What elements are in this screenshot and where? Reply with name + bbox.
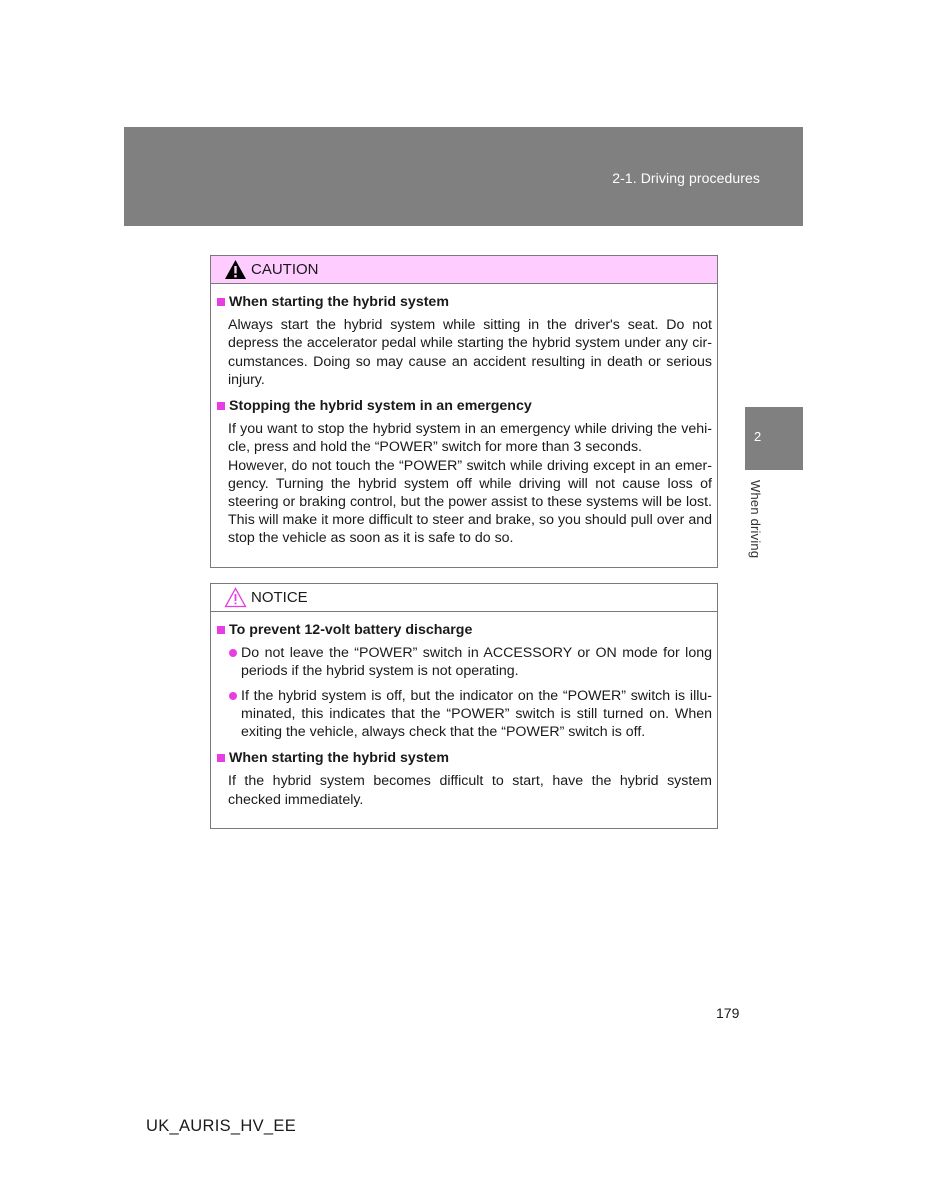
- list-item: [228, 644, 712, 680]
- heading-text: To prevent 12-volt battery discharge: [229, 622, 473, 638]
- list-item-text: Do not leave the “POWER” switch in ACCESSORY or ON mode for long periods if the hybrid system is not operating.: [241, 645, 712, 680]
- list-item: [228, 687, 712, 742]
- warning-triangle-icon: [224, 259, 247, 280]
- document-code: UK_AURIS_HV_EE: [146, 1117, 297, 1135]
- paragraph: Always start the hybrid system while sitting in the driver's seat. Do not depress the accelerator pedal while starting the hybrid system under any cir-cumstances. Doing so may cause an accident resulting in death or serious injury.: [228, 317, 712, 388]
- caution-title: CAUTION: [251, 261, 319, 278]
- heading-text: When starting the hybrid system: [229, 750, 449, 767]
- section-heading: [216, 749, 712, 767]
- square-bullet-icon: [217, 626, 225, 634]
- round-bullet-icon: [229, 649, 237, 657]
- chapter-number: 2: [754, 429, 762, 444]
- notice-header: [211, 584, 717, 612]
- paragraph: If the hybrid system becomes difficult to start, have the hybrid system checked immediately.: [228, 773, 712, 808]
- square-bullet-icon: [217, 298, 225, 306]
- chapter-title: When driving: [748, 480, 763, 559]
- header-band: [124, 127, 803, 226]
- notice-body: [211, 612, 717, 828]
- section-heading: [216, 397, 712, 415]
- caution-body: [211, 284, 717, 567]
- notice-title: NOTICE: [251, 589, 308, 606]
- heading-text: When starting the hybrid system: [229, 294, 449, 310]
- caution-header: [211, 256, 717, 284]
- notice-box: [210, 583, 718, 829]
- caution-box: [210, 255, 718, 568]
- chapter-tab[interactable]: [745, 407, 803, 470]
- square-bullet-icon: [217, 402, 225, 410]
- section-heading: [216, 293, 712, 311]
- section-title: 2-1. Driving procedures: [612, 170, 760, 186]
- section-heading: [216, 621, 712, 639]
- warning-triangle-outline-icon: [224, 587, 247, 608]
- list-item-text: If the hybrid system is off, but the indicator on the “POWER” switch is illu-minated, this indicates that the “POWER” switch is still turned on. When exiting the vehicle, always check that the “POWER” switch is off.: [241, 687, 712, 741]
- paragraph: If you want to stop the hybrid system in an emergency while driving the vehi-cle, press and hold the “POWER” switch for more than 3 seconds.: [228, 421, 712, 456]
- round-bullet-icon: [229, 692, 237, 700]
- paragraph: However, do not touch the “POWER” switch while driving except in an emer-gency. Turning the hybrid system off while driving will not cause loss of steering or braking control, but the power assist to these systems will be lost. This will make it more difficult to steer and brake, so you should pull over and stop the vehicle as soon as it is safe to do so.: [228, 457, 712, 547]
- square-bullet-icon: [217, 754, 225, 762]
- page-number: 179: [716, 1005, 740, 1021]
- heading-text: Stopping the hybrid system in an emergency: [229, 398, 532, 415]
